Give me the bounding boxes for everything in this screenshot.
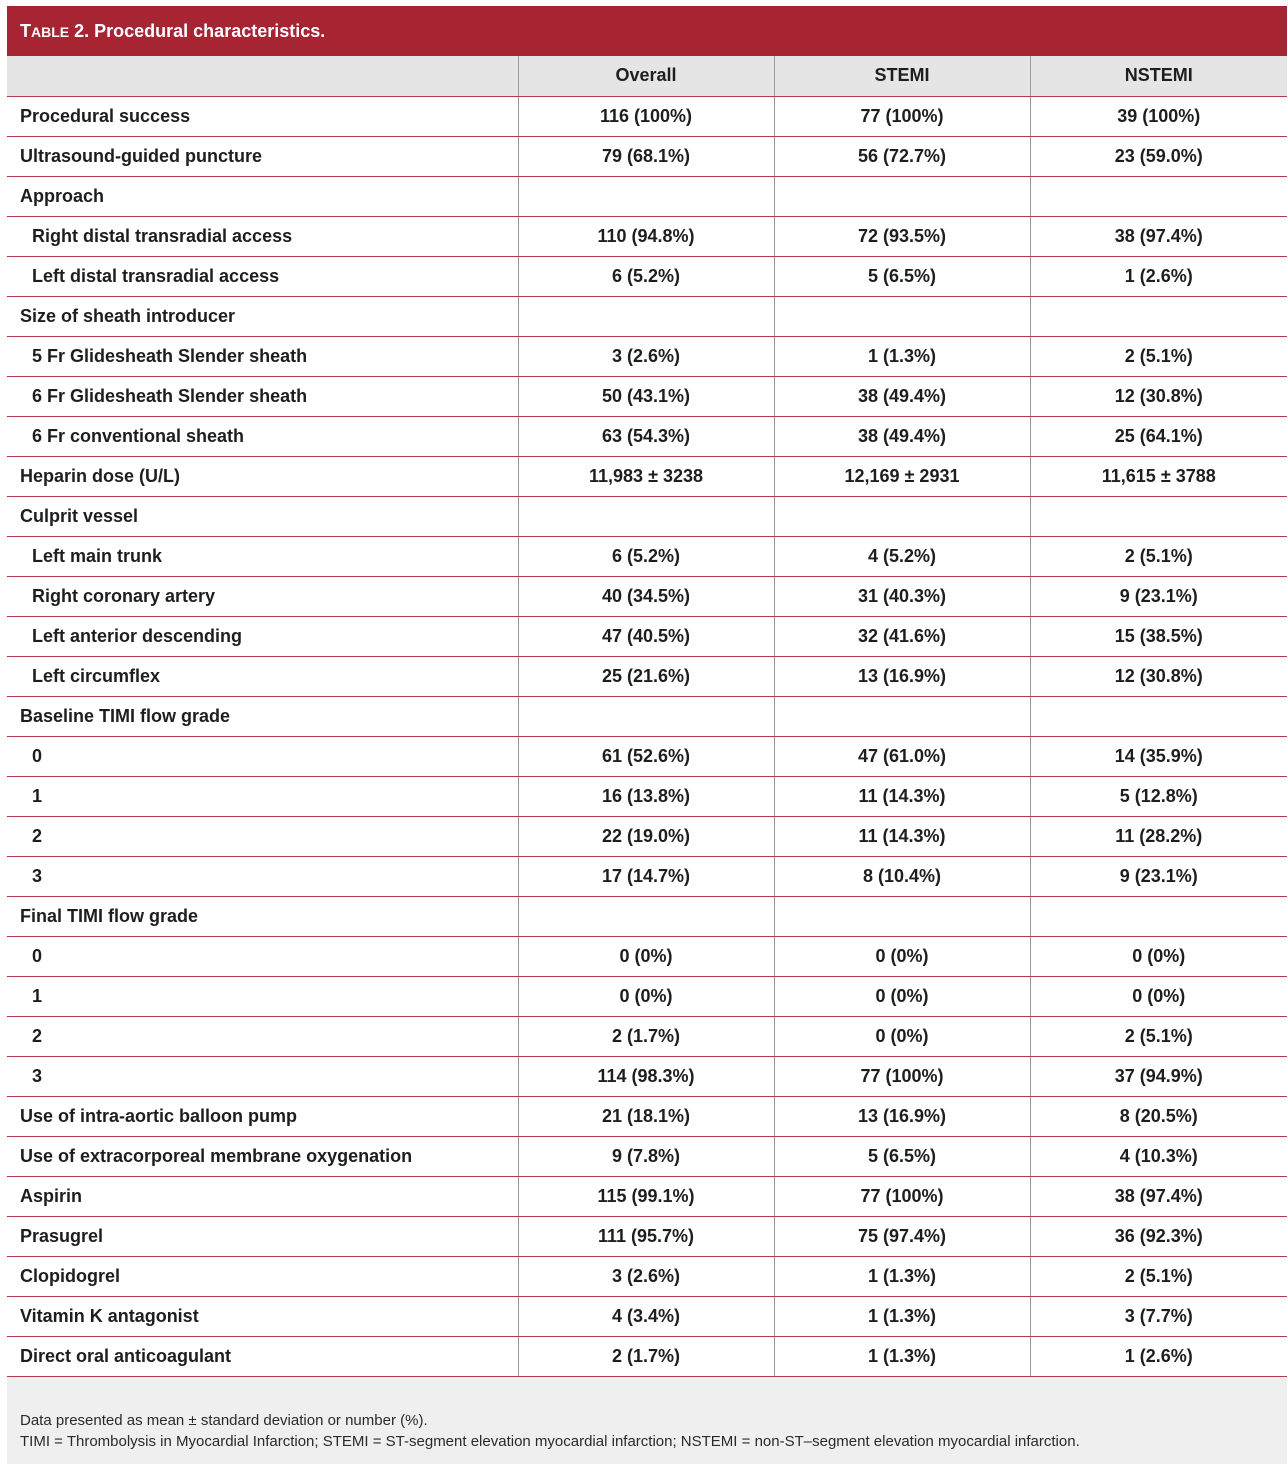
table-row	[7, 1336, 1287, 1376]
row-label: 3	[7, 1056, 518, 1096]
cell-nstemi: 12 (30.8%)	[1030, 656, 1287, 696]
cell-stemi	[774, 176, 1030, 216]
row-label: 0	[7, 736, 518, 776]
cell-overall: 4 (3.4%)	[518, 1296, 774, 1336]
row-label: Right coronary artery	[7, 576, 518, 616]
table-row	[7, 936, 1287, 976]
cell-overall: 40 (34.5%)	[518, 576, 774, 616]
table-row	[7, 576, 1287, 616]
cell-stemi	[774, 296, 1030, 336]
cell-overall: 110 (94.8%)	[518, 216, 774, 256]
cell-nstemi: 39 (100%)	[1030, 96, 1287, 136]
cell-stemi: 0 (0%)	[774, 936, 1030, 976]
table-row	[7, 176, 1287, 216]
table-title	[7, 6, 1287, 56]
row-label: Culprit vessel	[7, 496, 518, 536]
table-row	[7, 896, 1287, 936]
cell-overall: 111 (95.7%)	[518, 1216, 774, 1256]
cell-overall	[518, 296, 774, 336]
table-row	[7, 816, 1287, 856]
cell-stemi: 12,169 ± 2931	[774, 456, 1030, 496]
cell-overall: 6 (5.2%)	[518, 256, 774, 296]
row-label: Vitamin K antagonist	[7, 1296, 518, 1336]
cell-stemi: 11 (14.3%)	[774, 816, 1030, 856]
cell-overall: 22 (19.0%)	[518, 816, 774, 856]
cell-nstemi	[1030, 176, 1287, 216]
cell-overall: 0 (0%)	[518, 976, 774, 1016]
cell-stemi: 0 (0%)	[774, 1016, 1030, 1056]
cell-stemi	[774, 896, 1030, 936]
row-label: Baseline TIMI flow grade	[7, 696, 518, 736]
cell-overall: 2 (1.7%)	[518, 1016, 774, 1056]
cell-overall	[518, 896, 774, 936]
table-row	[7, 696, 1287, 736]
header-stemi: STEMI	[774, 56, 1030, 96]
cell-stemi: 1 (1.3%)	[774, 1296, 1030, 1336]
table-row	[7, 856, 1287, 896]
row-label: 3	[7, 856, 518, 896]
row-label: 2	[7, 1016, 518, 1056]
row-label: Aspirin	[7, 1176, 518, 1216]
cell-overall: 61 (52.6%)	[518, 736, 774, 776]
procedural-characteristics-table	[7, 56, 1287, 1377]
cell-overall: 0 (0%)	[518, 936, 774, 976]
cell-stemi: 1 (1.3%)	[774, 1336, 1030, 1376]
row-label: Left distal transradial access	[7, 256, 518, 296]
row-label: 1	[7, 976, 518, 1016]
cell-nstemi: 0 (0%)	[1030, 936, 1287, 976]
cell-nstemi: 3 (7.7%)	[1030, 1296, 1287, 1336]
cell-nstemi: 9 (23.1%)	[1030, 576, 1287, 616]
table-row	[7, 296, 1287, 336]
row-label: Size of sheath introducer	[7, 296, 518, 336]
cell-nstemi: 5 (12.8%)	[1030, 776, 1287, 816]
table-row	[7, 1136, 1287, 1176]
cell-nstemi	[1030, 696, 1287, 736]
table-row	[7, 216, 1287, 256]
cell-stemi: 77 (100%)	[774, 1176, 1030, 1216]
table-row	[7, 256, 1287, 296]
table-row	[7, 376, 1287, 416]
row-label: Procedural success	[7, 96, 518, 136]
table-row	[7, 736, 1287, 776]
cell-overall: 79 (68.1%)	[518, 136, 774, 176]
table-row	[7, 976, 1287, 1016]
cell-nstemi	[1030, 296, 1287, 336]
cell-nstemi: 9 (23.1%)	[1030, 856, 1287, 896]
table-row	[7, 1056, 1287, 1096]
row-label: Heparin dose (U/L)	[7, 456, 518, 496]
footnote-abbreviations: TIMI = Thrombolysis in Myocardial Infarction; STEMI = ST-segment elevation myocardial infarction; NSTEMI = non-ST–segment elevation myocardial infarction.	[20, 1433, 1080, 1450]
cell-overall: 17 (14.7%)	[518, 856, 774, 896]
table-row	[7, 336, 1287, 376]
cell-nstemi: 12 (30.8%)	[1030, 376, 1287, 416]
row-label: 5 Fr Glidesheath Slender sheath	[7, 336, 518, 376]
row-label: 1	[7, 776, 518, 816]
cell-stemi: 13 (16.9%)	[774, 1096, 1030, 1136]
cell-stemi: 56 (72.7%)	[774, 136, 1030, 176]
table-row	[7, 1216, 1287, 1256]
row-label: Left anterior descending	[7, 616, 518, 656]
cell-stemi: 5 (6.5%)	[774, 256, 1030, 296]
cell-nstemi: 0 (0%)	[1030, 976, 1287, 1016]
row-label: 0	[7, 936, 518, 976]
cell-nstemi: 36 (92.3%)	[1030, 1216, 1287, 1256]
cell-overall: 47 (40.5%)	[518, 616, 774, 656]
cell-stemi: 38 (49.4%)	[774, 376, 1030, 416]
row-label: Left main trunk	[7, 536, 518, 576]
cell-nstemi: 11 (28.2%)	[1030, 816, 1287, 856]
cell-nstemi: 2 (5.1%)	[1030, 1256, 1287, 1296]
cell-overall: 6 (5.2%)	[518, 536, 774, 576]
table-row	[7, 1176, 1287, 1216]
row-label: Final TIMI flow grade	[7, 896, 518, 936]
table-row	[7, 96, 1287, 136]
cell-nstemi: 38 (97.4%)	[1030, 216, 1287, 256]
cell-stemi: 31 (40.3%)	[774, 576, 1030, 616]
cell-nstemi: 11,615 ± 3788	[1030, 456, 1287, 496]
cell-overall: 115 (99.1%)	[518, 1176, 774, 1216]
row-label: Use of intra-aortic balloon pump	[7, 1096, 518, 1136]
table-row	[7, 616, 1287, 656]
row-label: Ultrasound-guided puncture	[7, 136, 518, 176]
row-label: Left circumflex	[7, 656, 518, 696]
cell-overall: 21 (18.1%)	[518, 1096, 774, 1136]
table-row	[7, 1256, 1287, 1296]
cell-nstemi: 8 (20.5%)	[1030, 1096, 1287, 1136]
cell-stemi: 32 (41.6%)	[774, 616, 1030, 656]
row-label: Right distal transradial access	[7, 216, 518, 256]
cell-nstemi: 1 (2.6%)	[1030, 256, 1287, 296]
table-title-initial: T	[20, 21, 31, 41]
cell-overall: 11,983 ± 3238	[518, 456, 774, 496]
cell-nstemi: 23 (59.0%)	[1030, 136, 1287, 176]
cell-overall: 63 (54.3%)	[518, 416, 774, 456]
cell-stemi	[774, 696, 1030, 736]
cell-overall: 2 (1.7%)	[518, 1336, 774, 1376]
table-title-smallcaps: ABLE	[31, 24, 70, 40]
cell-stemi: 38 (49.4%)	[774, 416, 1030, 456]
table-row	[7, 496, 1287, 536]
table-row	[7, 456, 1287, 496]
row-label: Direct oral anticoagulant	[7, 1336, 518, 1376]
table-row	[7, 136, 1287, 176]
cell-stemi: 8 (10.4%)	[774, 856, 1030, 896]
cell-overall	[518, 176, 774, 216]
cell-stemi: 1 (1.3%)	[774, 1256, 1030, 1296]
cell-overall: 16 (13.8%)	[518, 776, 774, 816]
cell-nstemi: 37 (94.9%)	[1030, 1056, 1287, 1096]
cell-nstemi	[1030, 496, 1287, 536]
table-row	[7, 416, 1287, 456]
cell-nstemi	[1030, 896, 1287, 936]
cell-stemi: 77 (100%)	[774, 96, 1030, 136]
row-label: 2	[7, 816, 518, 856]
cell-stemi: 0 (0%)	[774, 976, 1030, 1016]
cell-nstemi: 14 (35.9%)	[1030, 736, 1287, 776]
row-label: Prasugrel	[7, 1216, 518, 1256]
cell-overall: 114 (98.3%)	[518, 1056, 774, 1096]
cell-overall: 25 (21.6%)	[518, 656, 774, 696]
cell-nstemi: 2 (5.1%)	[1030, 536, 1287, 576]
row-label: Use of extracorporeal membrane oxygenation	[7, 1136, 518, 1176]
table-title-text: 2. Procedural characteristics.	[69, 21, 326, 41]
header-overall: Overall	[518, 56, 774, 96]
cell-stemi: 11 (14.3%)	[774, 776, 1030, 816]
cell-overall: 3 (2.6%)	[518, 336, 774, 376]
table-header-row	[7, 56, 1287, 96]
table-row	[7, 776, 1287, 816]
table-row	[7, 1296, 1287, 1336]
table-row	[7, 1096, 1287, 1136]
cell-stemi: 75 (97.4%)	[774, 1216, 1030, 1256]
cell-stemi	[774, 496, 1030, 536]
cell-stemi: 5 (6.5%)	[774, 1136, 1030, 1176]
cell-overall: 3 (2.6%)	[518, 1256, 774, 1296]
cell-stemi: 77 (100%)	[774, 1056, 1030, 1096]
row-label: Clopidogrel	[7, 1256, 518, 1296]
table-row	[7, 536, 1287, 576]
table-row	[7, 656, 1287, 696]
cell-nstemi: 2 (5.1%)	[1030, 1016, 1287, 1056]
table-row	[7, 1016, 1287, 1056]
row-label: 6 Fr Glidesheath Slender sheath	[7, 376, 518, 416]
row-label: 6 Fr conventional sheath	[7, 416, 518, 456]
cell-overall	[518, 496, 774, 536]
cell-nstemi: 15 (38.5%)	[1030, 616, 1287, 656]
table-body	[7, 96, 1287, 1376]
cell-stemi: 13 (16.9%)	[774, 656, 1030, 696]
cell-overall: 9 (7.8%)	[518, 1136, 774, 1176]
cell-overall: 116 (100%)	[518, 96, 774, 136]
cell-nstemi: 1 (2.6%)	[1030, 1336, 1287, 1376]
header-nstemi: NSTEMI	[1030, 56, 1287, 96]
cell-stemi: 1 (1.3%)	[774, 336, 1030, 376]
cell-nstemi: 25 (64.1%)	[1030, 416, 1287, 456]
cell-nstemi: 38 (97.4%)	[1030, 1176, 1287, 1216]
cell-stemi: 4 (5.2%)	[774, 536, 1030, 576]
header-label-column	[7, 56, 518, 96]
footnote-data-presentation: Data presented as mean ± standard deviation or number (%).	[20, 1412, 428, 1429]
procedural-table-container	[7, 6, 1287, 1464]
cell-nstemi: 2 (5.1%)	[1030, 336, 1287, 376]
cell-stemi: 72 (93.5%)	[774, 216, 1030, 256]
cell-nstemi: 4 (10.3%)	[1030, 1136, 1287, 1176]
cell-overall: 50 (43.1%)	[518, 376, 774, 416]
row-label: Approach	[7, 176, 518, 216]
cell-overall	[518, 696, 774, 736]
cell-stemi: 47 (61.0%)	[774, 736, 1030, 776]
table-footnotes	[20, 1410, 1280, 1452]
